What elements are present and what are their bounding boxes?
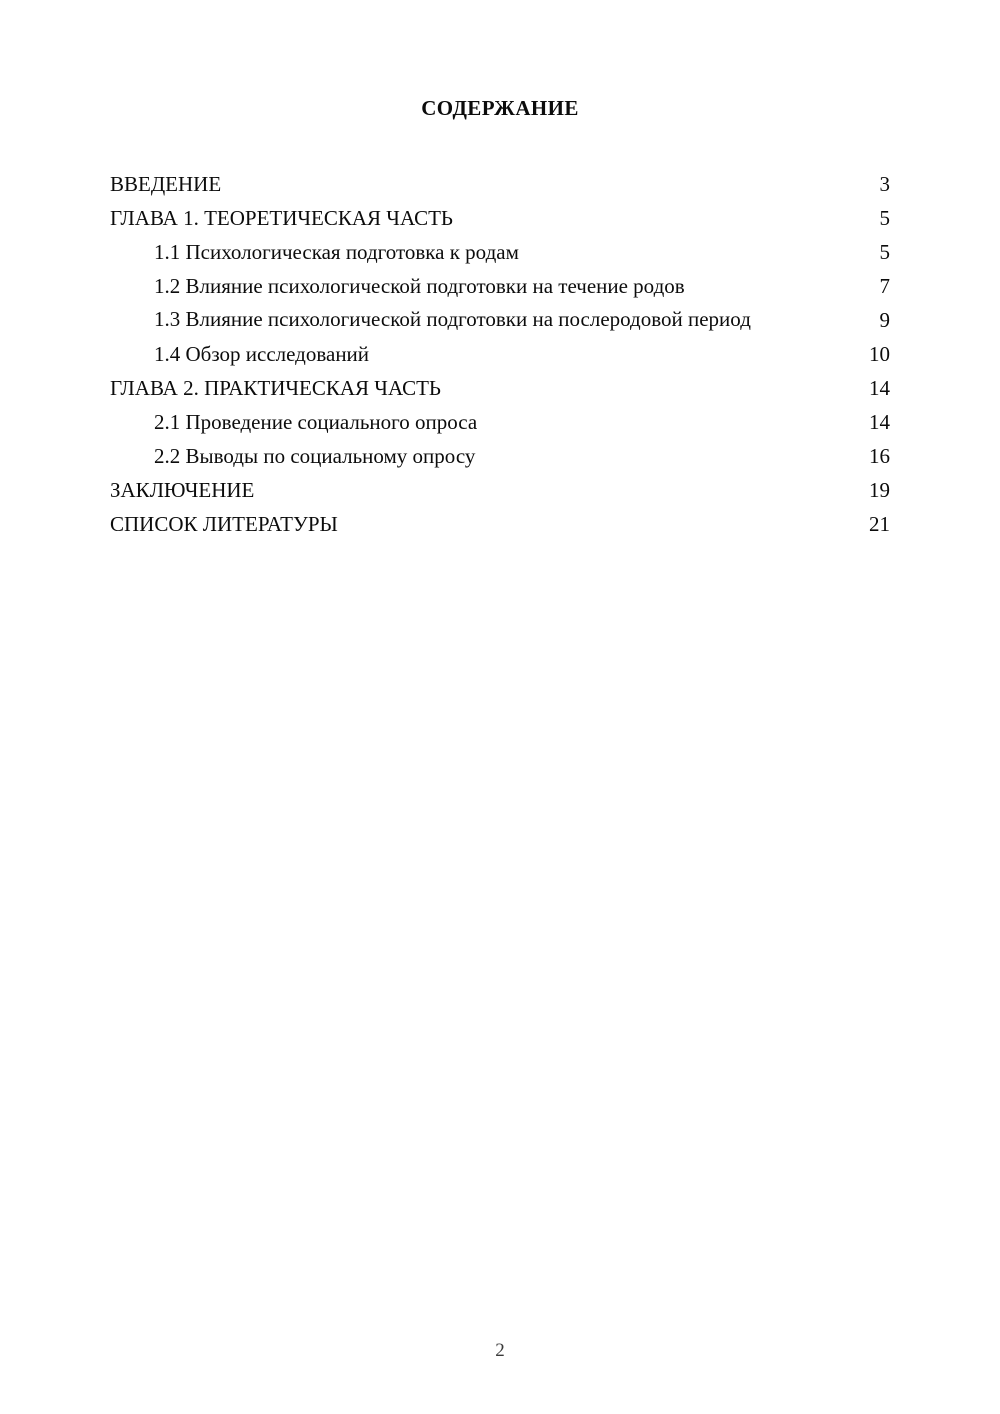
toc-entry[interactable] <box>110 269 890 303</box>
page-title: СОДЕРЖАНИЕ <box>421 96 579 120</box>
toc-entry-page-number: 10 <box>869 342 890 367</box>
toc-entry-label[interactable]: 2.1 Проведение социального опроса <box>154 410 478 435</box>
toc-entry-page-number: 9 <box>879 308 890 333</box>
toc-entry-page-number: 19 <box>869 478 890 503</box>
toc-entry-label[interactable]: 1.2 Влияние психологической подготовки на течение родов <box>154 274 685 299</box>
toc-entry-label[interactable]: ВВЕДЕНИЕ <box>110 172 222 196</box>
footer-page-number: 2 <box>495 1340 505 1361</box>
toc-entry-label[interactable]: ГЛАВА 2. ПРАКТИЧЕСКАЯ ЧАСТЬ <box>110 376 441 401</box>
toc-entry-label[interactable]: ЗАКЛЮЧЕНИЕ <box>110 478 255 503</box>
toc-entry[interactable] <box>110 201 890 235</box>
toc-entry-label[interactable]: ГЛАВА 1. ТЕОРЕТИЧЕСКАЯ ЧАСТЬ <box>110 206 453 231</box>
toc-entry[interactable] <box>110 337 890 371</box>
toc-entry-page-number: 14 <box>869 376 890 401</box>
toc-entry[interactable] <box>110 507 890 541</box>
toc-entry-label[interactable]: 1.3 Влияние психологической подготовки на послеродовой период <box>154 307 751 332</box>
toc-entry-page-number: 16 <box>869 444 890 469</box>
toc-entry-page-number: 7 <box>879 274 890 299</box>
toc-entry-page-number: 14 <box>869 410 890 435</box>
toc-entry-label[interactable]: 2.2 Выводы по социальному опросу <box>154 444 476 469</box>
toc-entry-label[interactable]: 1.1 Психологическая подготовка к родам <box>154 240 519 265</box>
toc-entry-label[interactable]: СПИСОК ЛИТЕРАТУРЫ <box>110 512 338 537</box>
toc-entry[interactable] <box>110 235 890 269</box>
toc-entry[interactable] <box>110 405 890 439</box>
toc-entry-page-number: 5 <box>879 206 890 231</box>
toc-entry-page-number: 3 <box>879 172 890 196</box>
table-of-contents <box>110 167 890 541</box>
toc-entry[interactable] <box>110 473 890 507</box>
toc-entry-page-number: 21 <box>869 512 890 537</box>
toc-entry[interactable] <box>110 303 890 337</box>
toc-entry-label[interactable]: 1.4 Обзор исследований <box>154 342 370 367</box>
toc-entry-page-number: 5 <box>879 240 890 265</box>
toc-entry[interactable] <box>110 439 890 473</box>
toc-entry[interactable] <box>110 371 890 405</box>
toc-entry[interactable] <box>110 167 890 201</box>
